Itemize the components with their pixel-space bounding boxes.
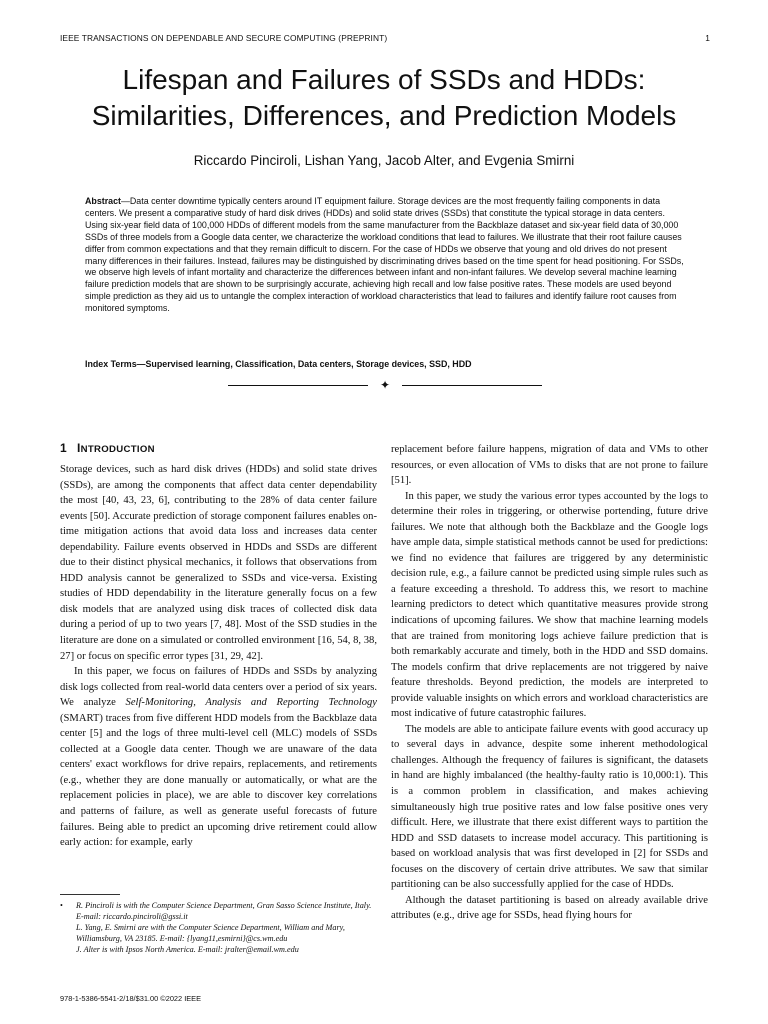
- section-title-initial: I: [76, 441, 81, 455]
- journal-name: IEEE TRANSACTIONS ON DEPENDABLE AND SECURE COMPUTING (PREPRINT): [60, 33, 388, 43]
- footnote-rule: [60, 894, 120, 895]
- index-terms-text: —Supervised learning, Classification, Data centers, Storage devices, SSD, HDD: [136, 359, 472, 369]
- left-column: [60, 462, 377, 851]
- index-terms-label: Index Terms: [85, 359, 137, 369]
- right-column: [391, 442, 708, 924]
- left-paragraph-1: Storage devices, such as hard disk drives (HDDs) and solid state drives (SSDs), are among the components that affect data center dependability the most [40, 43, 23, 6], contributing to the 28% of data center failure events [50]. Accurate prediction of storage component failures enables on-time mitigation actions that avoid data loss and increases data center dependability. Failure events observed in HDDs and SSDs are different due to their distinct physical mechanics, it follows that observations from HDD analysis cannot be generalized to SSDs and vice-versa. Existing studies of HDD dependability in the literature generally focus on a few disk models that are analyzed using disk traces of collected disk data during a period of up to two years [7, 48]. Most of the SSD studies in the literature are done on a simulated or controlled environment [16, 54, 8, 38, 27] or focus on specific error types [31, 29, 42].: [60, 464, 377, 662]
- right-paragraph-1: replacement before failure happens, migration of data and VMs to other resources, or even allocation of VMs to disks that are not prone to failure [51].: [391, 444, 708, 487]
- left-paragraph-2-start: In this paper, we focus on failures of HDDs and SSDs by analyzing disk logs collected from real-world data centers over a period of six years. We analyze: [60, 666, 377, 709]
- footnote-alter: J. Alter is with Ipsos North America. E-mail: jralter@email.wm.edu: [76, 945, 299, 954]
- smart-term: Self-Monitoring, Analysis and Reporting Technology: [125, 697, 377, 709]
- right-paragraph-2: In this paper, we study the various error types accounted by the logs to determine their roles in triggering, or otherwise portending, future drive failures. We note that although both the Backblaze and the Google logs have ample data, simple statistical methods cannot be used for predictions: we find no evidence that failures are triggered by any deterministic decision rule, e.g., a failure cannot be predicted using simple rules such as a feature exceeding a threshold. To address this, we resort to machine learning predictors to detect which quantitative measures provide strong indications of upcoming failures. We show that machine learning models that are trained from monitoring logs achieve failure prediction that is both remarkably accurate and timely, both in the HDD and SSD domains. The models confirm that drive replacements are not triggered by naive feature thresholds. Beyond prediction, the models are interpreted to provide valuable insights on which errors and workload characteristics are most indicative of future catastrophic failures.: [391, 490, 708, 720]
- divider-diamond-icon: ✦: [379, 378, 391, 392]
- left-paragraph-2-end: (SMART) traces from five different HDD models from the Backblaze data center [5] and the logs of three multi-level cell (MLC) models of SSDs collected at a Google data center. Though we are unaware of the data centers' exact workflows for drive repairs, replacements, and retirements (e.g., whether they are done manually or automatically, or what are the replacement policies in place), we are able to discover key correlations and patterns of failure, as well as generate useful forecasts of future failures. Being able to predict an upcoming drive retirement could allow early action: for example, early: [60, 712, 377, 849]
- abstract-label: Abstract: [85, 196, 122, 206]
- footnote-yang-smirni: L. Yang, E. Smirni are with the Computer Science Department, William and Mary, Williamsburg, VA 23185. E-mail: {lyang11,esmirni}@cs.wm.edu: [76, 923, 345, 943]
- divider-line-left: [228, 385, 368, 386]
- abstract-text: —Data center downtime typically centers around IT equipment failure. Storage devices are the most frequently failing components in data centers. We present a comparative study of hard disk drives (HDDs) and solid state drives (SSDs) that constitute the typical storage in data centers. Using six-year field data of 100,000 HDDs of different models from the same manufacturer from the Backblaze dataset and six-year field data of 30,000 SSDs of three models from a Google data center, we characterize the workload conditions that lead to failures. We illustrate that their root failure causes differ from common expectations and that they remain difficult to discern. For the case of HDDs we observe that young and old drives do not present many differences in their failures. Instead, failures may be distinguished by discriminating drives based on the time spent for head positioning. For SSDs, we observe high levels of infant mortality and characterize the differences between infant and non-infant failures. We develop several machine learning failure prediction models that are shown to be surprisingly accurate, achieving high recall and low false positive rates. These models are used beyond simple prediction as they aid us to untangle the complex interaction of workload characteristics that lead to failures and identify failure root causes from monitored symptoms.: [85, 196, 684, 314]
- abstract: [85, 196, 685, 315]
- title-line-1: Lifespan and Failures of SSDs and HDDs:: [122, 64, 646, 95]
- footnote-bullet: •: [60, 901, 63, 910]
- section-divider: [228, 378, 542, 392]
- running-head: [60, 33, 710, 43]
- paper-title: [40, 62, 728, 134]
- footnote-pinciroli: R. Pinciroli is with the Computer Science Department, Gran Sasso Science Institute, Italy. E-mail: riccardo.pinciroli@gssi.it: [76, 901, 372, 921]
- copyright-footer: 978-1-5386-5541-2/18/$31.00 ©2022 IEEE: [60, 994, 202, 1003]
- section-title-rest: NTRODUCTION: [80, 444, 155, 455]
- section-heading-introduction: [60, 441, 155, 455]
- right-paragraph-3: The models are able to anticipate failure events with good accuracy up to several days in advance, despite some inherent methodological challenges. Although the frequency of failures is significant, the datasets in hand are highly imbalanced (the healthy-faulty ratio is 10,000:1). This is a common problem in classification, and makes achieving simultaneously high true positive rates and low false positive ones very difficult. Here, we illustrate that there exist different ways to partition the HDD and SSD datasets to increase model accuracy. This partitioning is based on workload analysis that was first developed in [2] for SSDs and focuses on the discovery of certain drive attributes. We saw that similar partitioning can be also successfully applied for the case of HDDs.: [391, 723, 708, 891]
- title-line-2: Similarities, Differences, and Prediction Models: [91, 100, 677, 131]
- footnotes: [60, 900, 380, 955]
- left-paragraph-2: [60, 664, 377, 851]
- section-number: 1: [60, 441, 67, 455]
- page-number: 1: [705, 33, 710, 43]
- right-paragraph-4: Although the dataset partitioning is based on already available drive attributes (e.g., drive age for SSDs, head flying hours for: [391, 894, 708, 922]
- author-list: Riccardo Pinciroli, Lishan Yang, Jacob Alter, and Evgenia Smirni: [193, 153, 575, 168]
- index-terms: [85, 358, 685, 370]
- divider-line-right: [402, 385, 542, 386]
